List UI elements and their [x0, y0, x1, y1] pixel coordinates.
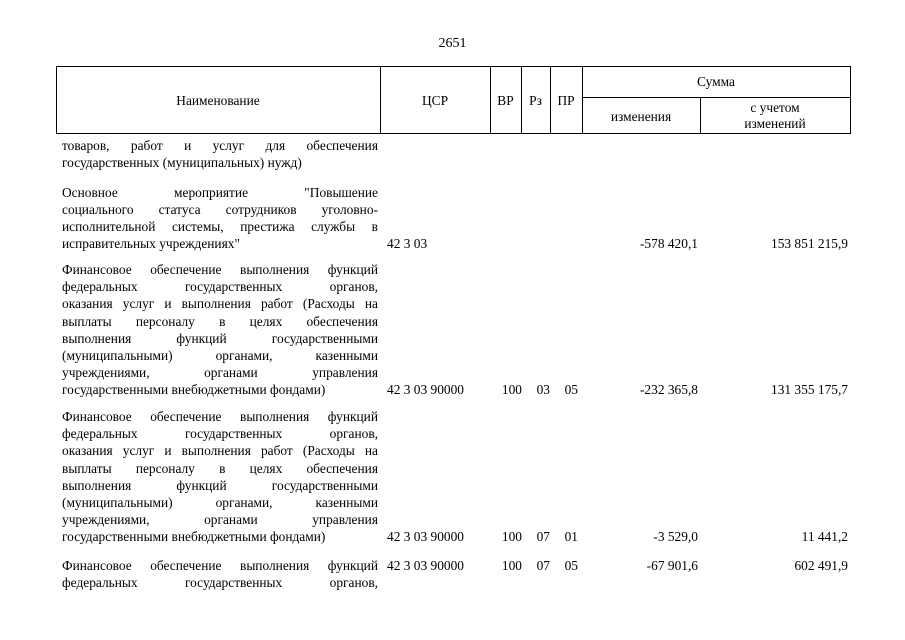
cell-rz: 03 [536, 382, 550, 398]
cell-change: -67 901,6 [646, 558, 698, 573]
row-name-line: оказания услуг и выполнения работ (Расходы на [62, 443, 378, 459]
row-name-line: выполнения функций государственными [62, 330, 378, 346]
row-name-line: учреждениями, органами управления [62, 512, 378, 528]
row-name-line: федеральных государственных органов, [62, 575, 378, 591]
cell-total: 153 851 215,9 [771, 236, 848, 252]
table-header [56, 66, 851, 134]
header-csr: ЦСР [421, 93, 449, 108]
row-name-line: выплаты персоналу в целях обеспечения [62, 313, 378, 329]
cell-total: 11 441,2 [801, 529, 848, 545]
cell-vr: 100 [501, 558, 522, 573]
row-name-line: учреждениями, органами управления [62, 365, 378, 381]
cell-total: 602 491,9 [794, 558, 848, 573]
cell-change: -578 420,1 [639, 236, 698, 252]
cell-pr: 01 [564, 529, 578, 545]
header-vr: ВР [497, 93, 514, 108]
cell-total: 131 355 175,7 [771, 382, 848, 398]
header-sum: Сумма [697, 74, 735, 89]
row-name-line: федеральных государственных органов, [62, 426, 378, 442]
row-name-line: Финансовое обеспечение выполнения функций [62, 262, 378, 277]
row-name [62, 261, 378, 399]
cell-vr: 100 [501, 382, 522, 398]
cell-vr: 100 [501, 529, 522, 545]
row-name-line: социального статуса сотрудников уголовно- [62, 201, 378, 217]
row-name-line: Финансовое обеспечение выполнения функций [62, 409, 378, 424]
row-name-line: государственными внебюджетными фондами) [62, 529, 326, 545]
row-name [62, 137, 378, 171]
cell-pr: 05 [564, 558, 578, 573]
row-name [62, 408, 378, 546]
row-name-line: товаров, работ и услуг для обеспечения [62, 137, 378, 153]
row-name-line: (муниципальными) органами, казенными [62, 495, 378, 511]
cell-csr: 42 3 03 90000 [387, 529, 464, 545]
page-number: 2651 [438, 36, 467, 51]
row-name-line: выплаты персоналу в целях обеспечения [62, 460, 378, 476]
row-name-line: исполнительной системы, престижа службы в [62, 218, 378, 234]
row-name [62, 184, 378, 253]
cell-rz: 07 [536, 529, 550, 545]
cell-csr: 42 3 03 [387, 236, 428, 252]
row-name-line: федеральных государственных органов, [62, 279, 378, 295]
row-name-line: выполнения функций государственными [62, 477, 378, 493]
header-change: изменения [610, 109, 672, 124]
cell-csr: 42 3 03 90000 [387, 382, 464, 398]
cell-change: -232 365,8 [639, 382, 698, 398]
row-name [62, 557, 378, 591]
row-name-line: государственных (муниципальных) нужд) [62, 154, 302, 170]
header-pr: ПР [557, 93, 575, 108]
cell-rz: 07 [536, 558, 550, 573]
cell-pr: 05 [564, 382, 578, 398]
row-name-line: государственными внебюджетными фондами) [62, 382, 326, 398]
cell-csr: 42 3 03 90000 [387, 558, 464, 573]
cell-change: -3 529,0 [653, 529, 698, 545]
row-name-line: Финансовое обеспечение выполнения функций [62, 558, 378, 573]
header-rz: Рз [529, 93, 542, 108]
row-name-line: оказания услуг и выполнения работ (Расходы на [62, 296, 378, 312]
row-name-line: Основное мероприятие "Повышение [62, 184, 378, 200]
row-name-line: (муниципальными) органами, казенными [62, 348, 378, 364]
header-with-change: с учетом изменений [744, 100, 806, 131]
header-name: Наименование [176, 93, 260, 108]
row-name-line: исправительных учреждениях" [62, 236, 240, 252]
